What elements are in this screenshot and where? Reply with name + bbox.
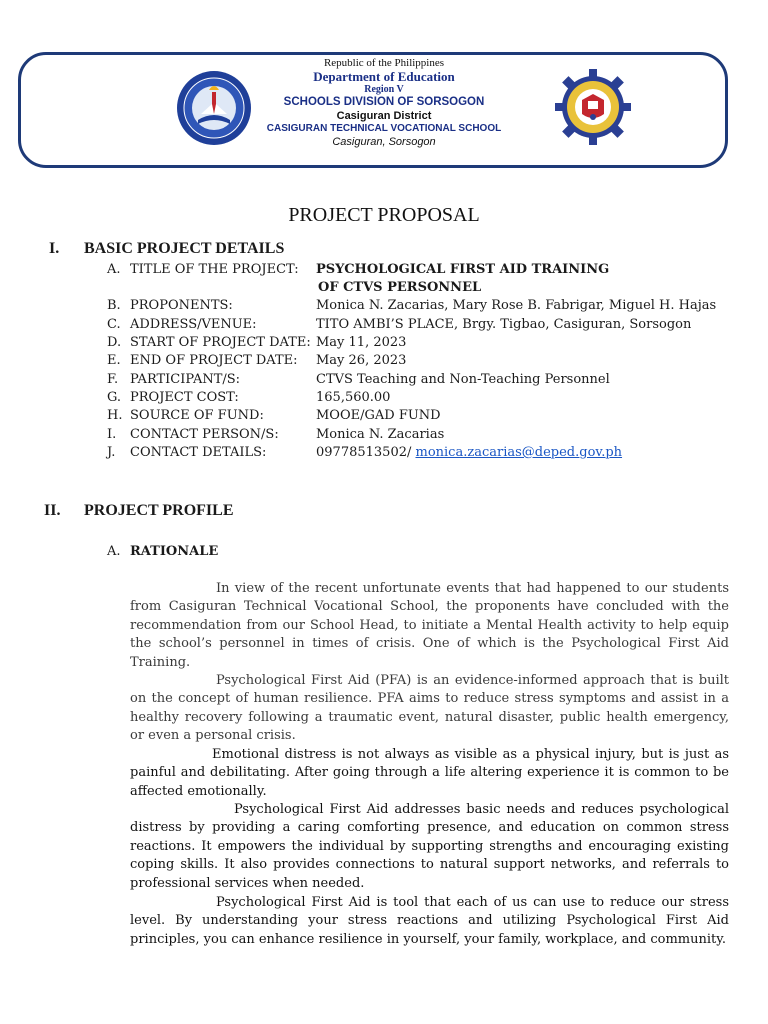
row-letter: B. [107,298,121,313]
detail-row-contact-details [0,445,768,463]
republic-line: Republic of the Philippines [323,57,445,69]
row-letter: D. [107,335,122,350]
rationale-paragraph-2: Psychological First Aid (PFA) is an evidence-informed approach that is built on the concept of human resilience. PFA aims to reduce stress symptoms and assist in a healthy recovery following a traumatic event, natural disaster, public health emergency, or even a personal crisis. [130,673,729,744]
row-label: START OF PROJECT DATE: [130,335,311,350]
row-letter: A. [107,262,121,277]
contact-email-link[interactable]: monica.zacarias@deped.gov.ph [415,445,623,460]
row-value: 165,560.00 [316,390,391,405]
district-line: Casiguran District [336,110,432,122]
detail-row-cost [0,390,768,408]
row-label: PARTICIPANT/S: [130,372,241,387]
project-title-value: PSYCHOLOGICAL FIRST AID TRAINING [316,262,610,277]
section-1-title: BASIC PROJECT DETAILS [84,240,285,257]
row-label: END OF PROJECT DATE: [130,353,298,368]
rationale-paragraph-1: In view of the recent unfortunate events that had happened to our students from Casiguran Technical Vocational School, the proponents have concluded with the recommendation from our School Head, to initiate a Mental Health activity to help equip the school’s personnel in times of crisis. One of which is the Psychological First Aid Training. [130,581,729,670]
subsection-letter: A. [107,544,121,559]
row-letter: E. [107,353,121,368]
row-value: May 11, 2023 [316,335,407,350]
row-label: CONTACT DETAILS: [130,445,267,460]
detail-row-contact-person [0,427,768,445]
contact-phone: 09778513502/ [316,445,416,460]
row-label: ADDRESS/VENUE: [130,317,257,332]
row-label: SOURCE OF FUND: [130,408,264,423]
row-value: Monica N. Zacarias, Mary Rose B. Fabrigar, Miguel H. Hajas [316,298,717,313]
region-line: Region V [364,84,404,95]
detail-row-end-date [0,353,768,371]
row-value: May 26, 2023 [316,353,407,368]
row-value: Monica N. Zacarias [316,427,445,442]
subsection-title: RATIONALE [130,544,219,559]
row-letter: J. [107,445,116,460]
detail-row-participants [0,372,768,390]
row-label: CONTACT PERSON/S: [130,427,279,442]
row-label: TITLE OF THE PROJECT: [130,262,299,277]
school-line: CASIGURAN TECHNICAL VOCATIONAL SCHOOL [266,123,502,134]
detail-row-fund [0,408,768,426]
detail-row-title-cont [0,280,768,298]
section-1-number: I. [49,240,60,257]
location-line: Casiguran, Sorsogon [332,136,436,148]
row-value: TITO AMBI’S PLACE, Brgy. Tigbao, Casiguran, Sorsogon [316,317,692,332]
detail-row-start-date [0,335,768,353]
row-value: CTVS Teaching and Non-Teaching Personnel [316,372,610,387]
department-line: Department of Education [313,69,455,84]
row-value: MOOE/GAD FUND [316,408,441,423]
row-label: PROPONENTS: [130,298,233,313]
section-2-title: PROJECT PROFILE [84,502,234,519]
section-2-number: II. [44,502,61,519]
division-line: SCHOOLS DIVISION OF SORSOGON [283,96,485,108]
project-title-value-line2: OF CTVS PERSONNEL [318,280,482,295]
detail-row-title [0,262,768,280]
contact-details-value [316,445,622,460]
rationale-paragraph-4: Psychological First Aid addresses basic needs and reduces psychological distress by providing a caring comforting presence, and education on common stress reactions. It empowers the individual by supporting strengths and encouraging existing coping skills. It also provides connections to natural support networks, and referrals to professional services when needed. [130,802,729,891]
detail-row-venue [0,317,768,335]
row-letter: I. [107,427,117,442]
detail-row-proponents [0,298,768,316]
page-title: PROJECT PROPOSAL [288,204,480,226]
row-letter: F. [107,372,119,387]
row-letter: G. [107,390,122,405]
row-letter: H. [107,408,123,423]
row-label: PROJECT COST: [130,390,239,405]
row-letter: C. [107,317,121,332]
rationale-paragraph-5: Psychological First Aid is tool that each of us can use to reduce our stress level. By understanding your stress reactions and utilizing Psychological First Aid principles, you can enhance resilience in yourself, your family, workplace, and community. [130,895,729,947]
rationale-paragraph-3: Emotional distress is not always as visible as a physical injury, but is just as painful and debilitating. After going through a life altering experience it is common to be affected emotionally. [130,747,729,799]
